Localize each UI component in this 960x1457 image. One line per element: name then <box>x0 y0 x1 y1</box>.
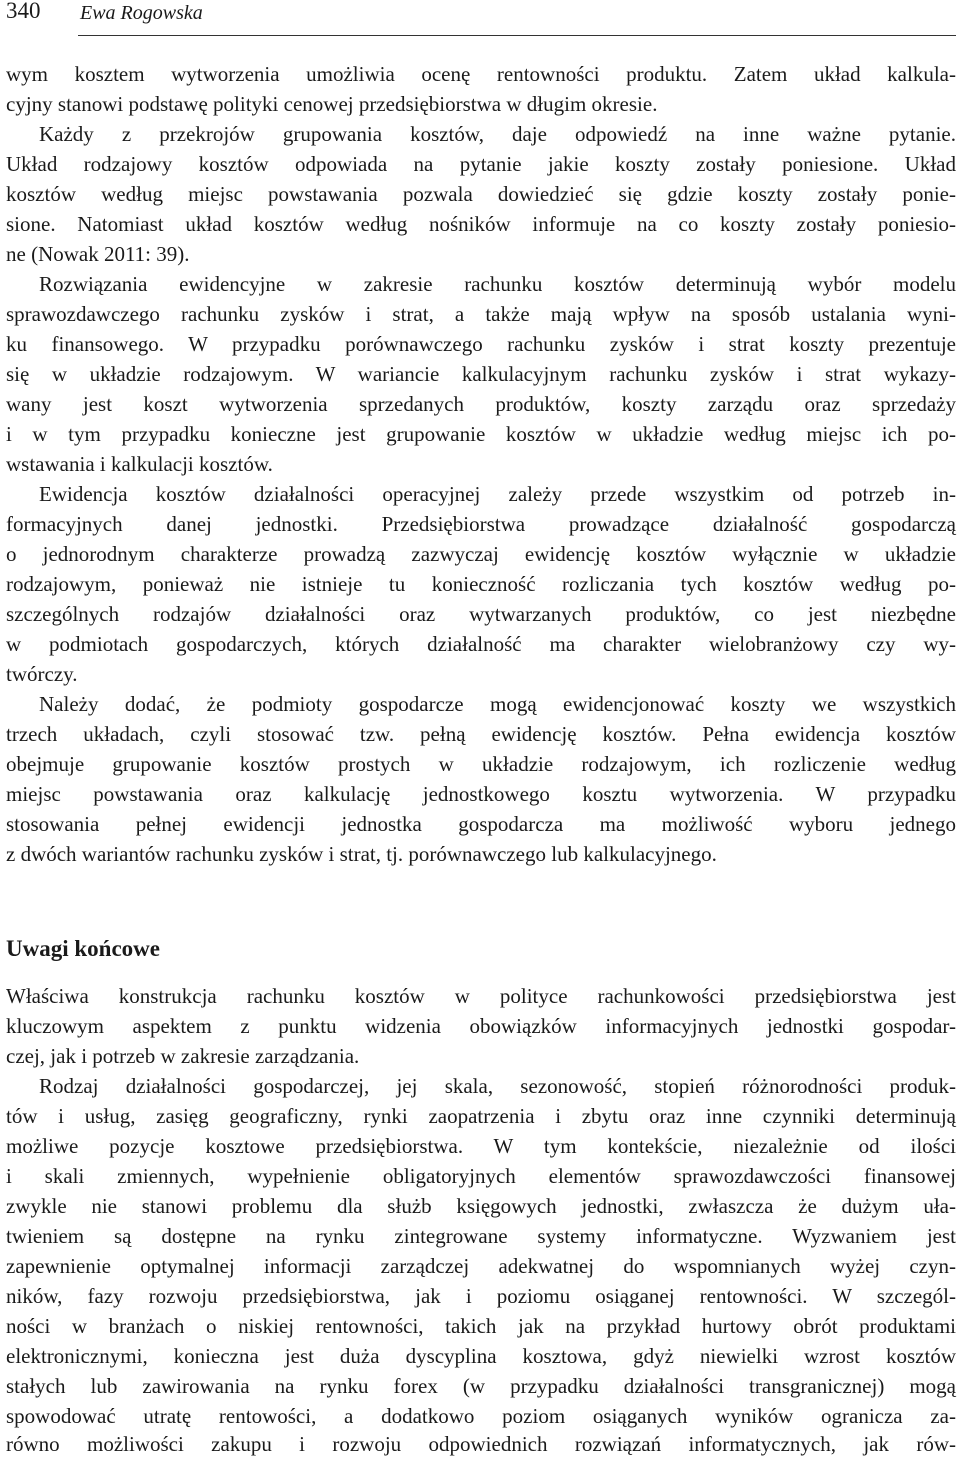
text-line: trzech układach, czyli stosować tzw. pełną ewidencję kosztów. Pełna ewidencja kosztów <box>6 722 956 746</box>
text-line: zapewnienie optymalnej informacji zarządczej adekwatnej do wspomnianych wyżej czyn- <box>6 1254 956 1278</box>
text-line: równo możliwości zakupu i rozwoju odpowiednich rozwiązań informatycznych, jak rów- <box>6 1432 956 1456</box>
page-number: 340 <box>6 0 41 23</box>
text-line: obejmuje grupowanie kosztów prostych w układzie rodzajowym, ich rozliczenie według <box>6 752 956 776</box>
text-line: elektronicznymi, konieczna jest duża dyscyplina kosztowa, gdyż niewielki wzrost kosztów <box>6 1344 956 1368</box>
text-line: kosztów według miejsc powstawania pozwala dowiedzieć się gdzie koszty zostały ponie- <box>6 182 956 206</box>
text-line: i w tym przypadku konieczne jest grupowanie kosztów w układzie według miejsc ich po- <box>6 422 956 446</box>
text-line: możliwe pozycje kosztowe przedsiębiorstwa. W tym kontekście, niezależnie od ilości <box>6 1134 956 1158</box>
running-header <box>6 0 956 36</box>
text-line: Rodzaj działalności gospodarczej, jej skala, sezonowość, stopień różnorodności produk- <box>39 1074 956 1098</box>
text-line: ników, fazy rozwoju przedsiębiorstwa, jak i poziomu osiąganej rentowności. W szczegól- <box>6 1284 956 1308</box>
text-line: stosowania pełnej ewidencji jednostka gospodarcza ma możliwość wyboru jednego <box>6 812 956 836</box>
text-line: stałych lub zawirowania na rynku forex (w przypadku działalności transgranicznej) mogą <box>6 1374 956 1398</box>
text-line: miejsc powstawania oraz kalkulację jednostkowego kosztu wytworzenia. W przypadku <box>6 782 956 806</box>
text-line: Należy dodać, że podmioty gospodarcze mogą ewidencjonować koszty we wszystkich <box>39 692 956 716</box>
text-line: cyjny stanowi podstawę polityki cenowej przedsiębiorstwa w długim okresie. <box>6 92 658 116</box>
text-line: zwykle nie stanowi problemu dla służb księgowych jednostki, zwłaszcza że dużym uła- <box>6 1194 956 1218</box>
text-line: kluczowym aspektem z punktu widzenia obowiązków informacyjnych jednostki gospodar- <box>6 1014 956 1038</box>
text-line: się w układzie rodzajowym. W wariancie kalkulacyjnym rachunku zysków i strat wykazy- <box>6 362 956 386</box>
text-line: twieniem są dostępne na rynku zintegrowane systemy informatyczne. Wyzwaniem jest <box>6 1224 956 1248</box>
text-line: szczególnych rodzajów działalności oraz wytwarzanych produktów, co jest niezbędne <box>6 602 956 626</box>
text-line: sione. Natomiast układ kosztów według nośników informuje na co koszty zostały poniesio- <box>6 212 956 236</box>
text-line: sprawozdawczego rachunku zysków i strat, a także mają wpływ na sposób ustalania wyni- <box>6 302 956 326</box>
text-line: wym kosztem wytworzenia umożliwia ocenę rentowności produktu. Zatem układ kalkula- <box>6 62 956 86</box>
text-line: z dwóch wariantów rachunku zysków i strat, tj. porównawczego lub kalkulacyjnego. <box>6 842 717 866</box>
text-line: ne (Nowak 2011: 39). <box>6 242 190 266</box>
text-line: Rozwiązania ewidencyjne w zakresie rachunku kosztów determinują wybór modelu <box>39 272 956 296</box>
text-line: Ewidencja kosztów działalności operacyjnej zależy przede wszystkim od potrzeb in- <box>39 482 956 506</box>
text-line: twórczy. <box>6 662 78 686</box>
text-line: w podmiotach gospodarczych, których działalność ma charakter wielobranżowy czy wy- <box>6 632 956 656</box>
text-line: o jednorodnym charakterze prowadzą zazwyczaj ewidencję kosztów wyłącznie w układzie <box>6 542 956 566</box>
text-line: Układ rodzajowy kosztów odpowiada na pytanie jakie koszty zostały poniesione. Układ <box>6 152 956 176</box>
text-line: wany jest koszt wytworzenia sprzedanych produktów, koszty zarządu oraz sprzedaży <box>6 392 956 416</box>
text-line: tów i usług, zasięg geograficzny, rynki zaopatrzenia i zbytu oraz inne czynniki determinują <box>6 1104 956 1128</box>
header-rule <box>78 35 956 36</box>
text-line: rodzajowym, ponieważ nie istnieje tu konieczność rozliczania tych kosztów według po- <box>6 572 956 596</box>
text-line: ności w branżach o niskiej rentowności, takich jak na przykład hurtowy obrót produktami <box>6 1314 956 1338</box>
text-line: spowodować utratę rentowości, a dodatkowo poziom osiąganych wyników ogranicza za- <box>6 1404 956 1428</box>
running-author: Ewa Rogowska <box>80 2 203 24</box>
section-heading: Uwagi końcowe <box>6 936 160 961</box>
text-line: Właściwa konstrukcja rachunku kosztów w polityce rachunkowości przedsiębiorstwa jest <box>6 984 956 1008</box>
text-line: formacyjnych danej jednostki. Przedsiębiorstwa prowadzące działalność gospodarczą <box>6 512 956 536</box>
text-line: wstawania i kalkulacji kosztów. <box>6 452 273 476</box>
text-line: ku finansowego. W przypadku porównawczego rachunku zysków i strat koszty prezentuje <box>6 332 956 356</box>
text-line: i skali zmiennych, wypełnienie obligatoryjnych elementów sprawozdawczości finansowej <box>6 1164 956 1188</box>
text-line: czej, jak i potrzeb w zakresie zarządzania. <box>6 1044 360 1068</box>
text-line: Każdy z przekrojów grupowania kosztów, daje odpowiedź na inne ważne pytanie. <box>39 122 956 146</box>
